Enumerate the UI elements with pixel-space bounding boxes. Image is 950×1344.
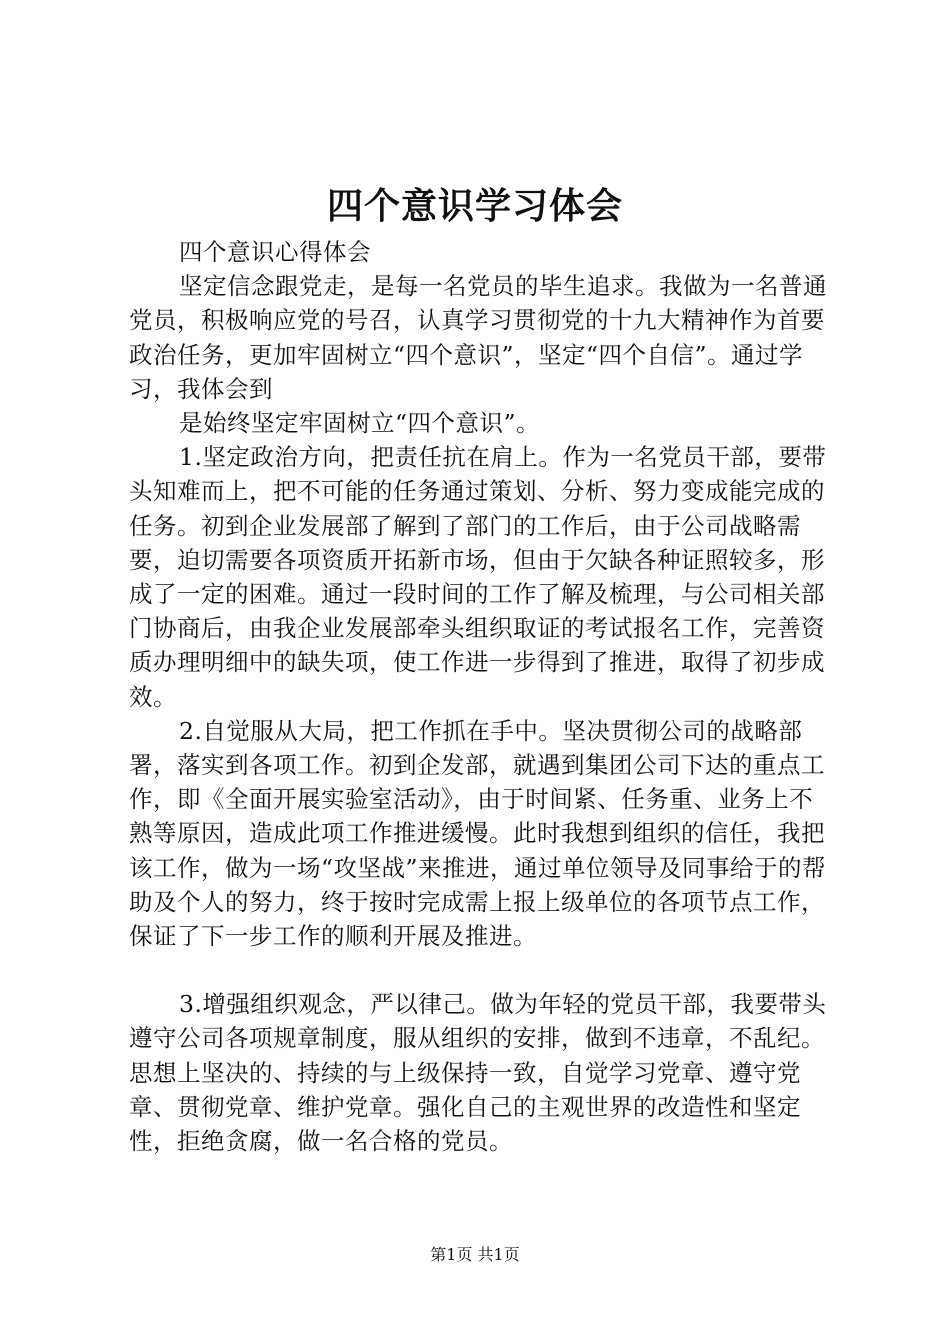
point-1-paragraph: 1.坚定政治方向，把责任抗在肩上。作为一名党员干部，要带头知难而上，把不可能的任务通过策划、分析、努力变成能完成的任务。初到企业发展部了解到了部门的工作后，由于公司战略需要，迫切需要各项资质开拓新市场，但由于欠缺各种证照较多，形成了一定的困难。通过一段时间的工作了解及梳理，与公司相关部门协商后，由我企业发展部牵头组织取证的考试报名工作，完善资质办理明细中的缺失项，使工作进一步得到了推进，取得了初步成效。 bbox=[129, 443, 827, 711]
document-title: 四个意识学习体会 bbox=[326, 185, 623, 227]
document-body bbox=[129, 235, 831, 1158]
subtitle-paragraph: 四个意识心得体会 bbox=[179, 238, 371, 266]
point-2-paragraph: 2.自觉服从大局，把工作抓在手中。坚决贯彻公司的战略部署，落实到各项工作。初到企发部，就遇到集团公司下达的重点工作，即《全面开展实验室活动》，由于时间紧、任务重、业务上不熟等原因，造成此项工作推进缓慢。此时我想到组织的信任，我把该工作，做为一场“攻坚战”来推进，通过单位领导及同事给于的帮助及个人的努力，终于按时完成需上报上级单位的各项节点工作，保证了下一步工作的顺利开展及推进。 bbox=[129, 716, 827, 951]
intro-paragraph: 坚定信念跟党走，是每一名党员的毕生追求。我做为一名普通党员，积极响应党的号召，认真学习贯彻党的十九大精神作为首要政治任务，更加牢固树立“四个意识”，坚定“四个自信”。通过学习，我体会到 bbox=[129, 272, 827, 403]
summary-paragraph: 是始终坚定牢固树立“四个意识”。 bbox=[179, 409, 541, 438]
point-3-paragraph: 3.增强组织观念，严以律己。做为年轻的党员干部，我要带头遵守公司各项规章制度，服从组织的安排，做到不违章，不乱纪。思想上坚决的、持续的与上级保持一致，自觉学习党章、遵守党章、贯彻党章、维护党章。强化自己的主观世界的改造性和坚定性，拒绝贪腐，做一名合格的党员。 bbox=[129, 990, 827, 1156]
page-footer: 第1页 共1页 bbox=[430, 1245, 520, 1264]
paragraph-gap bbox=[129, 953, 831, 987]
